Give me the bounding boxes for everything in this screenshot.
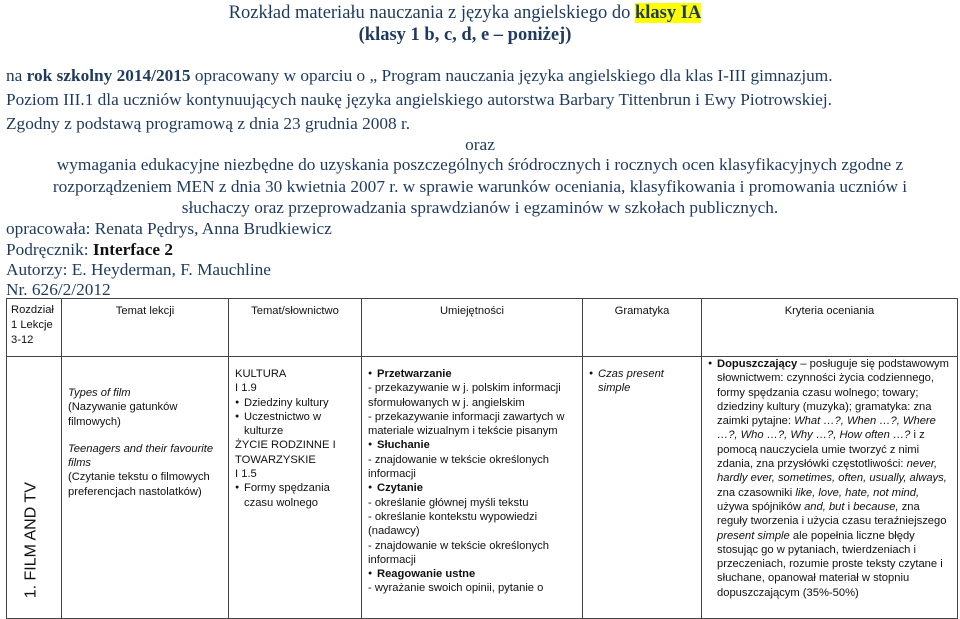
intro-line-3: Zgodny z podstawą programową z dnia 23 grudnia 2008 r. <box>6 114 411 133</box>
grammar-item-1: ● Czas present simple <box>589 367 697 396</box>
vocab-item-2: ● Uczestnictwo w kulturze <box>235 410 357 439</box>
vocab-item-3: ● Formy spędzania czasu wolnego <box>235 481 357 510</box>
topic-2: Teenagers and their favourite films <box>68 442 214 470</box>
document-subtitle: (klasy 1 b, c, d, e – poniżej) <box>358 25 572 45</box>
chapter-title: 1. FILM AND TV <box>22 481 40 598</box>
criteria-p1: – posługuje się podstawowym słownictwem: czynności życia codziennego, formy spędzania czasu wolnego; towary; dziedziny kultury (muzyka); gramatyka: zna zaimki pytajne: <box>717 358 949 428</box>
lesson-plan-table <box>6 298 958 619</box>
title-text: Rozkład materiału nauczania z języka angielskiego do <box>228 3 635 23</box>
criteria-p3-it: like, love, hate, not mind, <box>795 486 920 499</box>
textbook-line <box>6 240 173 260</box>
skill-processing-1: - przekazywanie w j. polskim informacji sformułowanych w j. angielskim <box>368 382 561 409</box>
document-title <box>0 3 930 24</box>
skill-processing: ● Przetwarzanie <box>368 367 578 381</box>
criteria-p2-it: never, hardly ever, sometimes, often, usually, always, <box>717 458 947 485</box>
header-vocab: Temat/słownictwo <box>229 299 362 357</box>
vocab-heading-family: ŻYCIE RODZINNE I TOWARZYSKIE <box>235 439 336 466</box>
skills-cell <box>362 357 583 619</box>
skill-reading-1: - określanie głównej myśli tekstu <box>368 496 529 509</box>
chapter-cell <box>7 357 62 619</box>
intro-rest: opracowany w oparciu o „ Program nauczania języka angielskiego dla klas I-III gimnazjum. <box>190 66 833 85</box>
vocab-item-1: ● Dziedziny kultury <box>235 396 357 410</box>
criteria-p5: i <box>844 500 854 513</box>
vocab-cell <box>229 357 362 619</box>
intro-line-7: słuchaczy oraz przeprowadzania sprawdzianów i egzaminów w szkołach publicznych. <box>181 198 779 217</box>
vocab-code-2: I 1.5 <box>235 468 257 481</box>
intro-line-6: rozporządzeniem MEN z dnia 30 kwietnia 2007 r. w sprawie warunków oceniania, klasyfikowania i promowania uczniów i <box>52 177 908 196</box>
textbook-label: Podręcznik: <box>6 240 93 259</box>
school-year: rok szkolny 2014/2015 <box>26 66 191 85</box>
topic-1: Types of film <box>68 387 131 399</box>
topic-cell <box>62 357 229 619</box>
criteria-p6-it: present simple <box>717 529 790 542</box>
table-header-row <box>7 299 958 357</box>
vocab-code-1: I 1.9 <box>235 382 257 395</box>
criteria-cell <box>702 357 958 619</box>
textbook-value: Interface 2 <box>92 240 174 259</box>
skill-speaking-1: - wyrażanie swoich opinii, pytanie o <box>368 582 544 595</box>
criteria-p1-it: What …?, When …?, Where …?, Who …?, Why …?, How often …? <box>717 415 936 442</box>
skill-reading: ● Czytanie <box>368 481 578 495</box>
intro-line-1 <box>6 66 833 86</box>
criteria-p7: ale popełnia liczne błędy stosując go w pytaniach, twierdzeniach i przeczeniach, rozumie proste teksty czytane i słuchane, opanował materiał w stopniu dopuszczającym (35%-50%) <box>717 529 943 599</box>
table-row <box>7 357 958 619</box>
skill-processing-2: - przekazywanie informacji zawartych w materiale wizualnym i tekście pisanym <box>368 410 565 438</box>
skill-listening-1: - znajdowanie w tekście określonych informacji <box>368 453 549 481</box>
number-line: Nr. 626/2/2012 <box>6 280 111 299</box>
author-line: opracowała: Renata Pędrys, Anna Brudkiewicz <box>6 219 332 238</box>
header-skills: Umiejętności <box>362 299 583 357</box>
criteria-p4: używa spójników <box>717 500 805 513</box>
grammar-cell <box>583 357 702 619</box>
authors-line: Autorzy: E. Heyderman, F. Mauchline <box>6 260 271 279</box>
skill-reading-2: - określanie kontekstu wypowiedzi (nadawcy) <box>368 510 538 538</box>
header-grammar: Gramatyka <box>583 299 702 357</box>
criteria-p4-it: and, but <box>804 500 845 513</box>
skill-speaking: ● Reagowanie ustne <box>368 567 578 581</box>
criteria-p6: zna reguły tworzenia i użycia czasu teraźniejszego <box>717 500 947 528</box>
skill-listening: ● Słuchanie <box>368 438 578 452</box>
criteria-p5-it: because, <box>853 500 899 513</box>
header-topic: Temat lekcji <box>62 299 229 357</box>
criteria-lead: Dopuszczający <box>717 358 798 370</box>
intro-line-4: oraz <box>465 135 495 154</box>
header-chapter: Rozdział 1 Lekcje 3-12 <box>7 299 62 357</box>
criteria-text <box>708 357 951 600</box>
intro-prefix: na <box>6 66 27 85</box>
intro-line-5: wymagania edukacyjne niezbędne do uzyskania poszczególnych śródrocznych i rocznych ocen klasyfikacyjnych zgodne z <box>56 155 904 174</box>
header-criteria: Kryteria oceniania <box>702 299 958 357</box>
title-highlight: klasy IA <box>635 3 702 23</box>
vocab-heading-culture: KULTURA <box>235 368 287 380</box>
criteria-p2: i z pomocą nauczyciela umie tworzyć z nimi zdania, zna przysłówki częstotliwości: <box>717 429 925 471</box>
topic-1-note: (Nazywanie gatunków filmowych) <box>68 401 178 428</box>
intro-line-2: Poziom III.1 dla uczniów kontynuujących naukę języka angielskiego autorstwa Barbary Tittenbrun i Ewy Piotrowskiej. <box>6 90 832 109</box>
topic-2-note: (Czytanie tekstu o filmowych preferencjach nastolatków) <box>68 471 210 498</box>
criteria-p3: zna czasowniki <box>717 486 796 499</box>
skill-reading-3: - znajdowanie w tekście określonych informacji <box>368 539 549 566</box>
